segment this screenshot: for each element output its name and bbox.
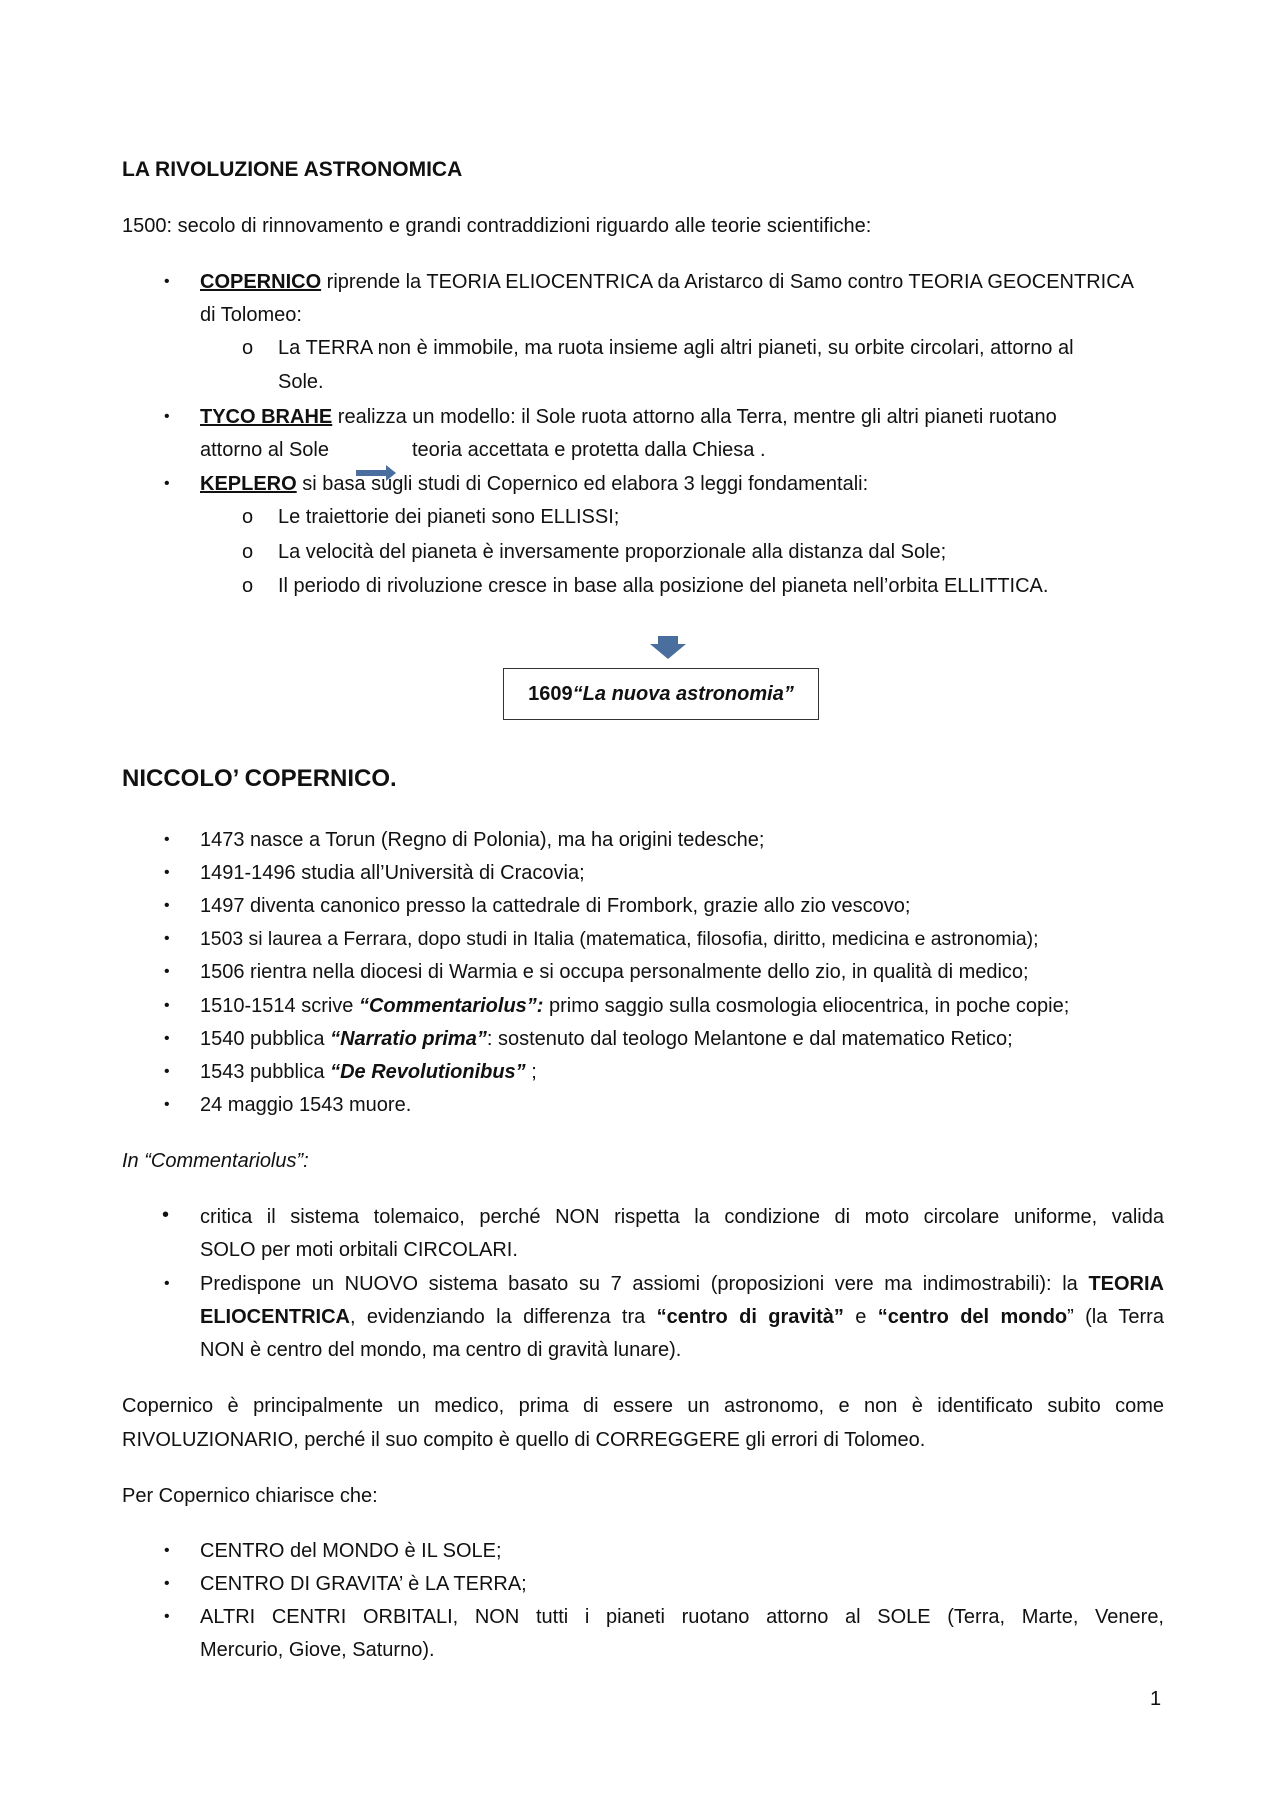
tyco-line2a: attorno al Sole <box>200 439 329 461</box>
timeline-item: 1510-1514 scrive “Commentariolus”: primo saggio sulla cosmologia eliocentrica, in poche copie; <box>200 995 1070 1017</box>
arrow-down-icon <box>648 636 688 660</box>
bullet-icon: • <box>164 1275 170 1292</box>
centers-item-line2: Mercurio, Giove, Saturno). <box>200 1639 435 1661</box>
intro-paragraph: 1500: secolo di rinnovamento e grandi contraddizioni riguardo alle teorie scientifiche: <box>122 215 872 237</box>
paragraph-copernico-medico-line2: RIVOLUZIONARIO, perché il suo compito è quello di CORREGGERE gli errori di Tolomeo. <box>122 1429 926 1451</box>
page-number: 1 <box>1150 1688 1162 1710</box>
paragraph-per-copernico: Per Copernico chiarisce che: <box>122 1485 378 1507</box>
timeline-item: 1506 rientra nella diocesi di Warmia e si occupa personalmente dello zio, in qualità di medico; <box>200 961 1029 983</box>
commentariolus-point-2-line3: NON è centro del mondo, ma centro di gravità lunare). <box>200 1339 682 1361</box>
bullet-icon: • <box>164 273 170 290</box>
bullet-icon: • <box>164 1542 170 1559</box>
bullet-icon: • <box>164 1096 170 1113</box>
bullet-icon: • <box>164 475 170 492</box>
timeline-item: 1473 nasce a Torun (Regno di Polonia), ma ha origini tedesche; <box>200 829 765 851</box>
nuova-astronomia-box: 1609 “La nuova astronomia” <box>503 668 819 720</box>
timeline-item: 1491-1496 studia all’Università di Cracovia; <box>200 862 585 884</box>
document-title: LA RIVOLUZIONE ASTRONOMICA <box>122 158 463 181</box>
timeline-item: 1497 diventa canonico presso la cattedrale di Frombork, grazie allo zio vescovo; <box>200 895 911 917</box>
commentariolus-intro: In “Commentariolus”: <box>122 1150 309 1172</box>
copernico-sub-line1: La TERRA non è immobile, ma ruota insieme agli altri pianeti, su orbite circolari, attorno al <box>278 337 1074 359</box>
tyco-line2b: teoria accettata e protetta dalla Chiesa . <box>412 439 766 461</box>
bullet-icon: • <box>164 1608 170 1625</box>
centers-item: CENTRO del MONDO è IL SOLE; <box>200 1540 502 1562</box>
commentariolus-point-2-line1: Predispone un NUOVO sistema basato su 7 assiomi (proposizioni vere ma indimostrabili): la TEORIA <box>200 1273 1164 1295</box>
bullet-icon: • <box>164 997 170 1014</box>
list-item-tyco: TYCO BRAHE realizza un modello: il Sole ruota attorno alla Terra, mentre gli altri pianeti ruotano <box>200 406 1057 428</box>
sub-bullet-icon: o <box>242 541 254 563</box>
timeline-item: 24 maggio 1543 muore. <box>200 1094 412 1116</box>
commentariolus-point-2-line2: ELIOCENTRICA, evidenziando la differenza tra “centro di gravità” e “centro del mondo” (la Terra <box>200 1306 1164 1328</box>
bullet-icon: • <box>164 408 170 425</box>
bullet-icon: • <box>164 1030 170 1047</box>
timeline-item: 1540 pubblica “Narratio prima”: sostenuto dal teologo Melantone e dal matematico Retico; <box>200 1028 1013 1050</box>
timeline-item: 1503 si laurea a Ferrara, dopo studi in Italia (matematica, filosofia, diritto, medicina e astronomia); <box>200 928 1039 950</box>
bullet-icon: • <box>164 1575 170 1592</box>
copernico-sub-line2: Sole. <box>278 371 324 393</box>
commentariolus-point-1-line1: critica il sistema tolemaico, perché NON rispetta la condizione di moto circolare uniforme, valida <box>200 1206 1164 1228</box>
kepler-law-3: Il periodo di rivoluzione cresce in base alla posizione del pianeta nell’orbita ELLITTICA. <box>278 575 1049 597</box>
bullet-icon: • <box>164 963 170 980</box>
centers-item: CENTRO DI GRAVITA’ è LA TERRA; <box>200 1573 527 1595</box>
list-item-keplero: KEPLERO si basa sugli studi di Copernico ed elabora 3 leggi fondamentali: <box>200 473 869 495</box>
sub-bullet-icon: o <box>242 337 254 359</box>
list-item-copernico: COPERNICO riprende la TEORIA ELIOCENTRICA da Aristarco di Samo contro TEORIA GEOCENTRICA <box>200 271 1134 293</box>
tyco-name: TYCO BRAHE <box>200 406 333 428</box>
commentariolus-point-1-line2: SOLO per moti orbitali CIRCOLARI. <box>200 1239 518 1261</box>
bullet-icon: • <box>164 897 170 914</box>
bullet-icon: • <box>164 864 170 881</box>
sub-bullet-icon: o <box>242 575 254 597</box>
sub-bullet-icon: o <box>242 506 254 528</box>
centers-item-line1: ALTRI CENTRI ORBITALI, NON tutti i pianeti ruotano attorno al SOLE (Terra, Marte, Venere, <box>200 1606 1164 1628</box>
kepler-law-1: Le traiettorie dei pianeti sono ELLISSI; <box>278 506 620 528</box>
bullet-icon: • <box>164 930 170 947</box>
keplero-name: KEPLERO <box>200 473 297 495</box>
copernico-line2: di Tolomeo: <box>200 304 302 326</box>
copernico-name: COPERNICO <box>200 271 322 293</box>
kepler-law-2: La velocità del pianeta è inversamente proporzionale alla distanza dal Sole; <box>278 541 947 563</box>
paragraph-copernico-medico-line1: Copernico è principalmente un medico, prima di essere un astronomo, e non è identificato subito come <box>122 1395 1164 1417</box>
bullet-icon: • <box>164 831 170 848</box>
section-heading-copernico: NICCOLO’ COPERNICO. <box>122 765 397 792</box>
timeline-item: 1543 pubblica “De Revolutionibus” ; <box>200 1061 537 1083</box>
bullet-icon: • <box>162 1204 170 1226</box>
bullet-icon: • <box>164 1063 170 1080</box>
